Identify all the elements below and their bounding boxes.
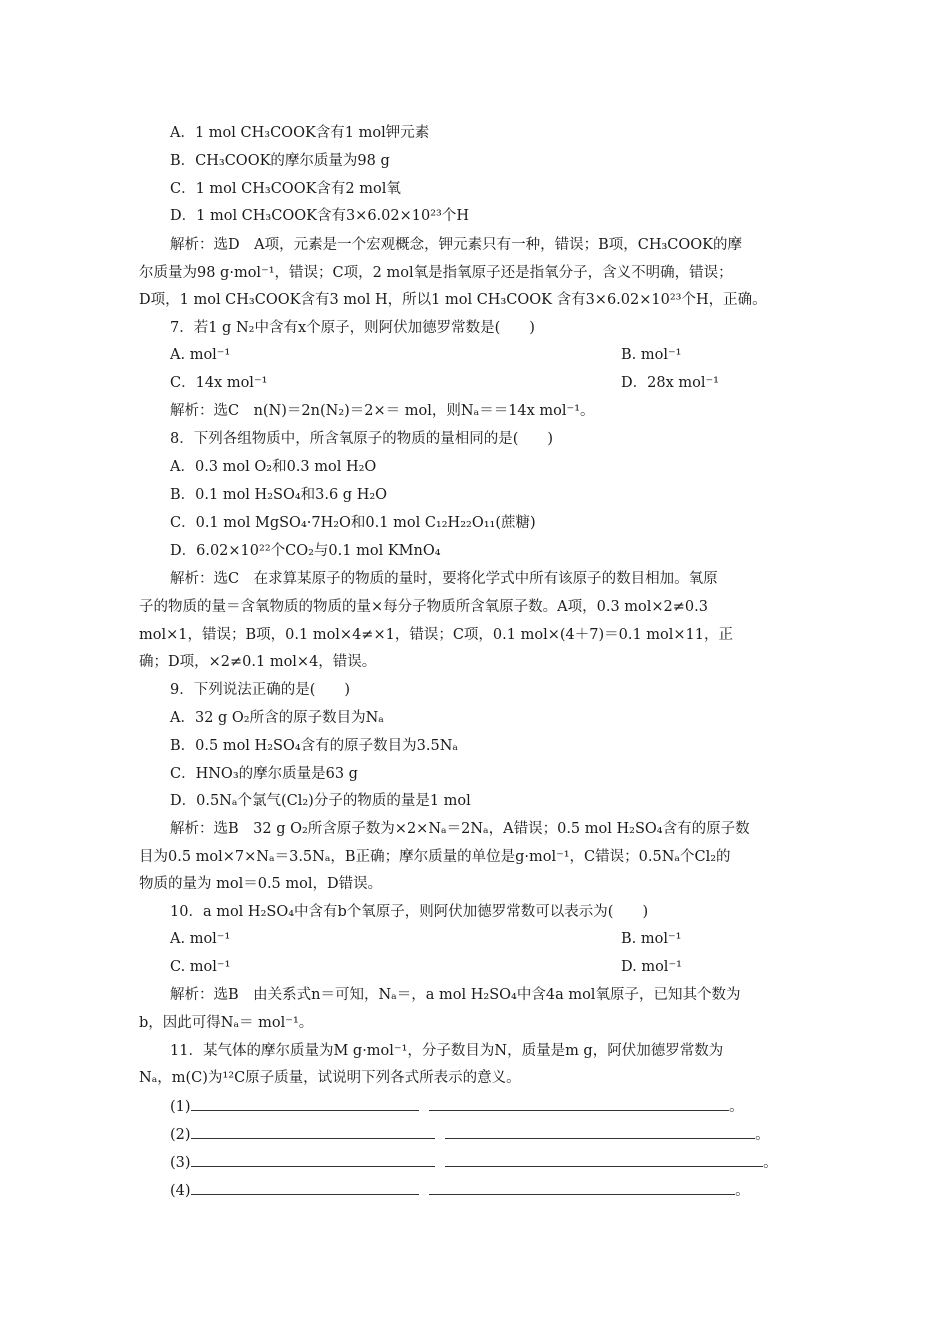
option-d: D. mol⁻¹ bbox=[621, 959, 682, 975]
option-row bbox=[170, 373, 719, 393]
question-10: 10．a mol H₂SO₄中含有b个氧原子，则阿伏加德罗常数可以表示为( ) bbox=[170, 904, 649, 920]
option-c: C．0.1 mol MgSO₄·7H₂O和0.1 mol C₁₂H₂₂O₁₁(蔗糖) bbox=[170, 515, 536, 531]
answer-blank[interactable] bbox=[191, 1180, 419, 1195]
option-c: C．1 mol CH₃COOK含有2 mol氧 bbox=[170, 181, 401, 197]
option-a: A. mol⁻¹ bbox=[170, 347, 231, 363]
analysis-line: 解析：选C n(N)＝2n(N₂)＝2×＝ mol，则Nₐ＝＝14x mol⁻¹。 bbox=[170, 403, 595, 419]
answer-line-2 bbox=[170, 1124, 770, 1145]
period: 。 bbox=[763, 1155, 778, 1171]
option-c: C．14x mol⁻¹ bbox=[170, 375, 268, 391]
option-a: A．0.3 mol O₂和0.3 mol H₂O bbox=[170, 459, 377, 475]
analysis-line: 目为0.5 mol×7×Nₐ＝3.5Nₐ，B正确；摩尔质量的单位是g·mol⁻¹，C错误；0.5Nₐ个Cl₂的 bbox=[139, 849, 731, 865]
option-row bbox=[170, 929, 682, 949]
option-b: B．CH₃COOK的摩尔质量为98 g bbox=[170, 153, 390, 169]
analysis-line: 解析：选B 32 g O₂所含原子数为×2×Nₐ＝2Nₐ，A错误；0.5 mol H₂SO₄含有的原子数 bbox=[170, 821, 750, 837]
option-b: B．0.5 mol H₂SO₄含有的原子数目为3.5Nₐ bbox=[170, 738, 458, 754]
answer-blank[interactable] bbox=[191, 1152, 435, 1167]
analysis-line: 尔质量为98 g·mol⁻¹，错误；C项，2 mol氧是指氧原子还是指氧分子，含义不明确，错误； bbox=[139, 265, 733, 281]
period: 。 bbox=[735, 1183, 750, 1199]
analysis-line: 物质的量为 mol＝0.5 mol，D错误。 bbox=[139, 876, 383, 892]
option-a: A. mol⁻¹ bbox=[170, 931, 231, 947]
question-7: 7．若1 g N₂中含有x个原子，则阿伏加德罗常数是( ) bbox=[170, 320, 535, 336]
analysis-line: 确；D项，×2≠0.1 mol×4，错误。 bbox=[139, 654, 377, 670]
period: 。 bbox=[755, 1127, 770, 1143]
analysis-line: 解析：选C 在求算某原子的物质的量时，要将化学式中所有该原子的数目相加。氧原 bbox=[170, 571, 718, 587]
question-9: 9．下列说法正确的是( ) bbox=[170, 682, 351, 698]
option-row bbox=[170, 345, 682, 365]
option-b: B. mol⁻¹ bbox=[621, 931, 682, 947]
option-row bbox=[170, 957, 682, 977]
option-d: D．28x mol⁻¹ bbox=[621, 375, 719, 391]
question-11-cont: Nₐ，m(C)为¹²C原子质量，试说明下列各式所表示的意义。 bbox=[139, 1070, 521, 1086]
answer-blank[interactable] bbox=[429, 1096, 729, 1111]
answer-blank[interactable] bbox=[429, 1180, 735, 1195]
option-d: D．1 mol CH₃COOK含有3×6.02×10²³个H bbox=[170, 208, 469, 224]
analysis-line: 解析：选D A项，元素是一个宏观概念，钾元素只有一种，错误；B项，CH₃COOK的摩 bbox=[170, 237, 743, 253]
analysis-line: D项，1 mol CH₃COOK含有3 mol H，所以1 mol CH₃COOK 含有3×6.02×10²³个H，正确。 bbox=[139, 292, 767, 308]
option-c: C. mol⁻¹ bbox=[170, 959, 231, 975]
question-11: 11．某气体的摩尔质量为M g·mol⁻¹，分子数目为N，质量是m g，阿伏加德罗常数为 bbox=[170, 1043, 724, 1059]
answer-blank[interactable] bbox=[191, 1124, 435, 1139]
option-b: B．0.1 mol H₂SO₄和3.6 g H₂O bbox=[170, 487, 388, 503]
answer-blank[interactable] bbox=[445, 1124, 755, 1139]
answer-blank[interactable] bbox=[445, 1152, 763, 1167]
answer-label: (2) bbox=[170, 1127, 191, 1143]
option-d: D．0.5Nₐ个氯气(Cl₂)分子的物质的量是1 mol bbox=[170, 793, 471, 809]
analysis-line: mol×1，错误；B项，0.1 mol×4≠×1，错误；C项，0.1 mol×(4＋7)＝0.1 mol×11，正 bbox=[139, 627, 734, 643]
answer-line-1 bbox=[170, 1096, 744, 1117]
option-d: D．6.02×10²²个CO₂与0.1 mol KMnO₄ bbox=[170, 543, 441, 559]
period: 。 bbox=[729, 1099, 744, 1115]
answer-label: (1) bbox=[170, 1099, 191, 1115]
analysis-line: 子的物质的量＝含氧物质的物质的量×每分子物质所含氧原子数。A项，0.3 mol×2≠0.3 bbox=[139, 599, 708, 615]
answer-line-3 bbox=[170, 1152, 778, 1173]
option-c: C．HNO₃的摩尔质量是63 g bbox=[170, 766, 358, 782]
option-a: A．1 mol CH₃COOK含有1 mol钾元素 bbox=[170, 125, 430, 141]
question-8: 8．下列各组物质中，所含氧原子的物质的量相同的是( ) bbox=[170, 431, 554, 447]
answer-line-4 bbox=[170, 1180, 750, 1201]
option-a: A．32 g O₂所含的原子数目为Nₐ bbox=[170, 710, 384, 726]
option-b: B. mol⁻¹ bbox=[621, 347, 682, 363]
answer-label: (4) bbox=[170, 1183, 191, 1199]
analysis-line: b，因此可得Nₐ＝ mol⁻¹。 bbox=[139, 1015, 314, 1031]
answer-blank[interactable] bbox=[191, 1096, 419, 1111]
analysis-line: 解析：选B 由关系式n＝可知，Nₐ＝，a mol H₂SO₄中含4a mol氧原子，已知其个数为 bbox=[170, 987, 741, 1003]
answer-label: (3) bbox=[170, 1155, 191, 1171]
